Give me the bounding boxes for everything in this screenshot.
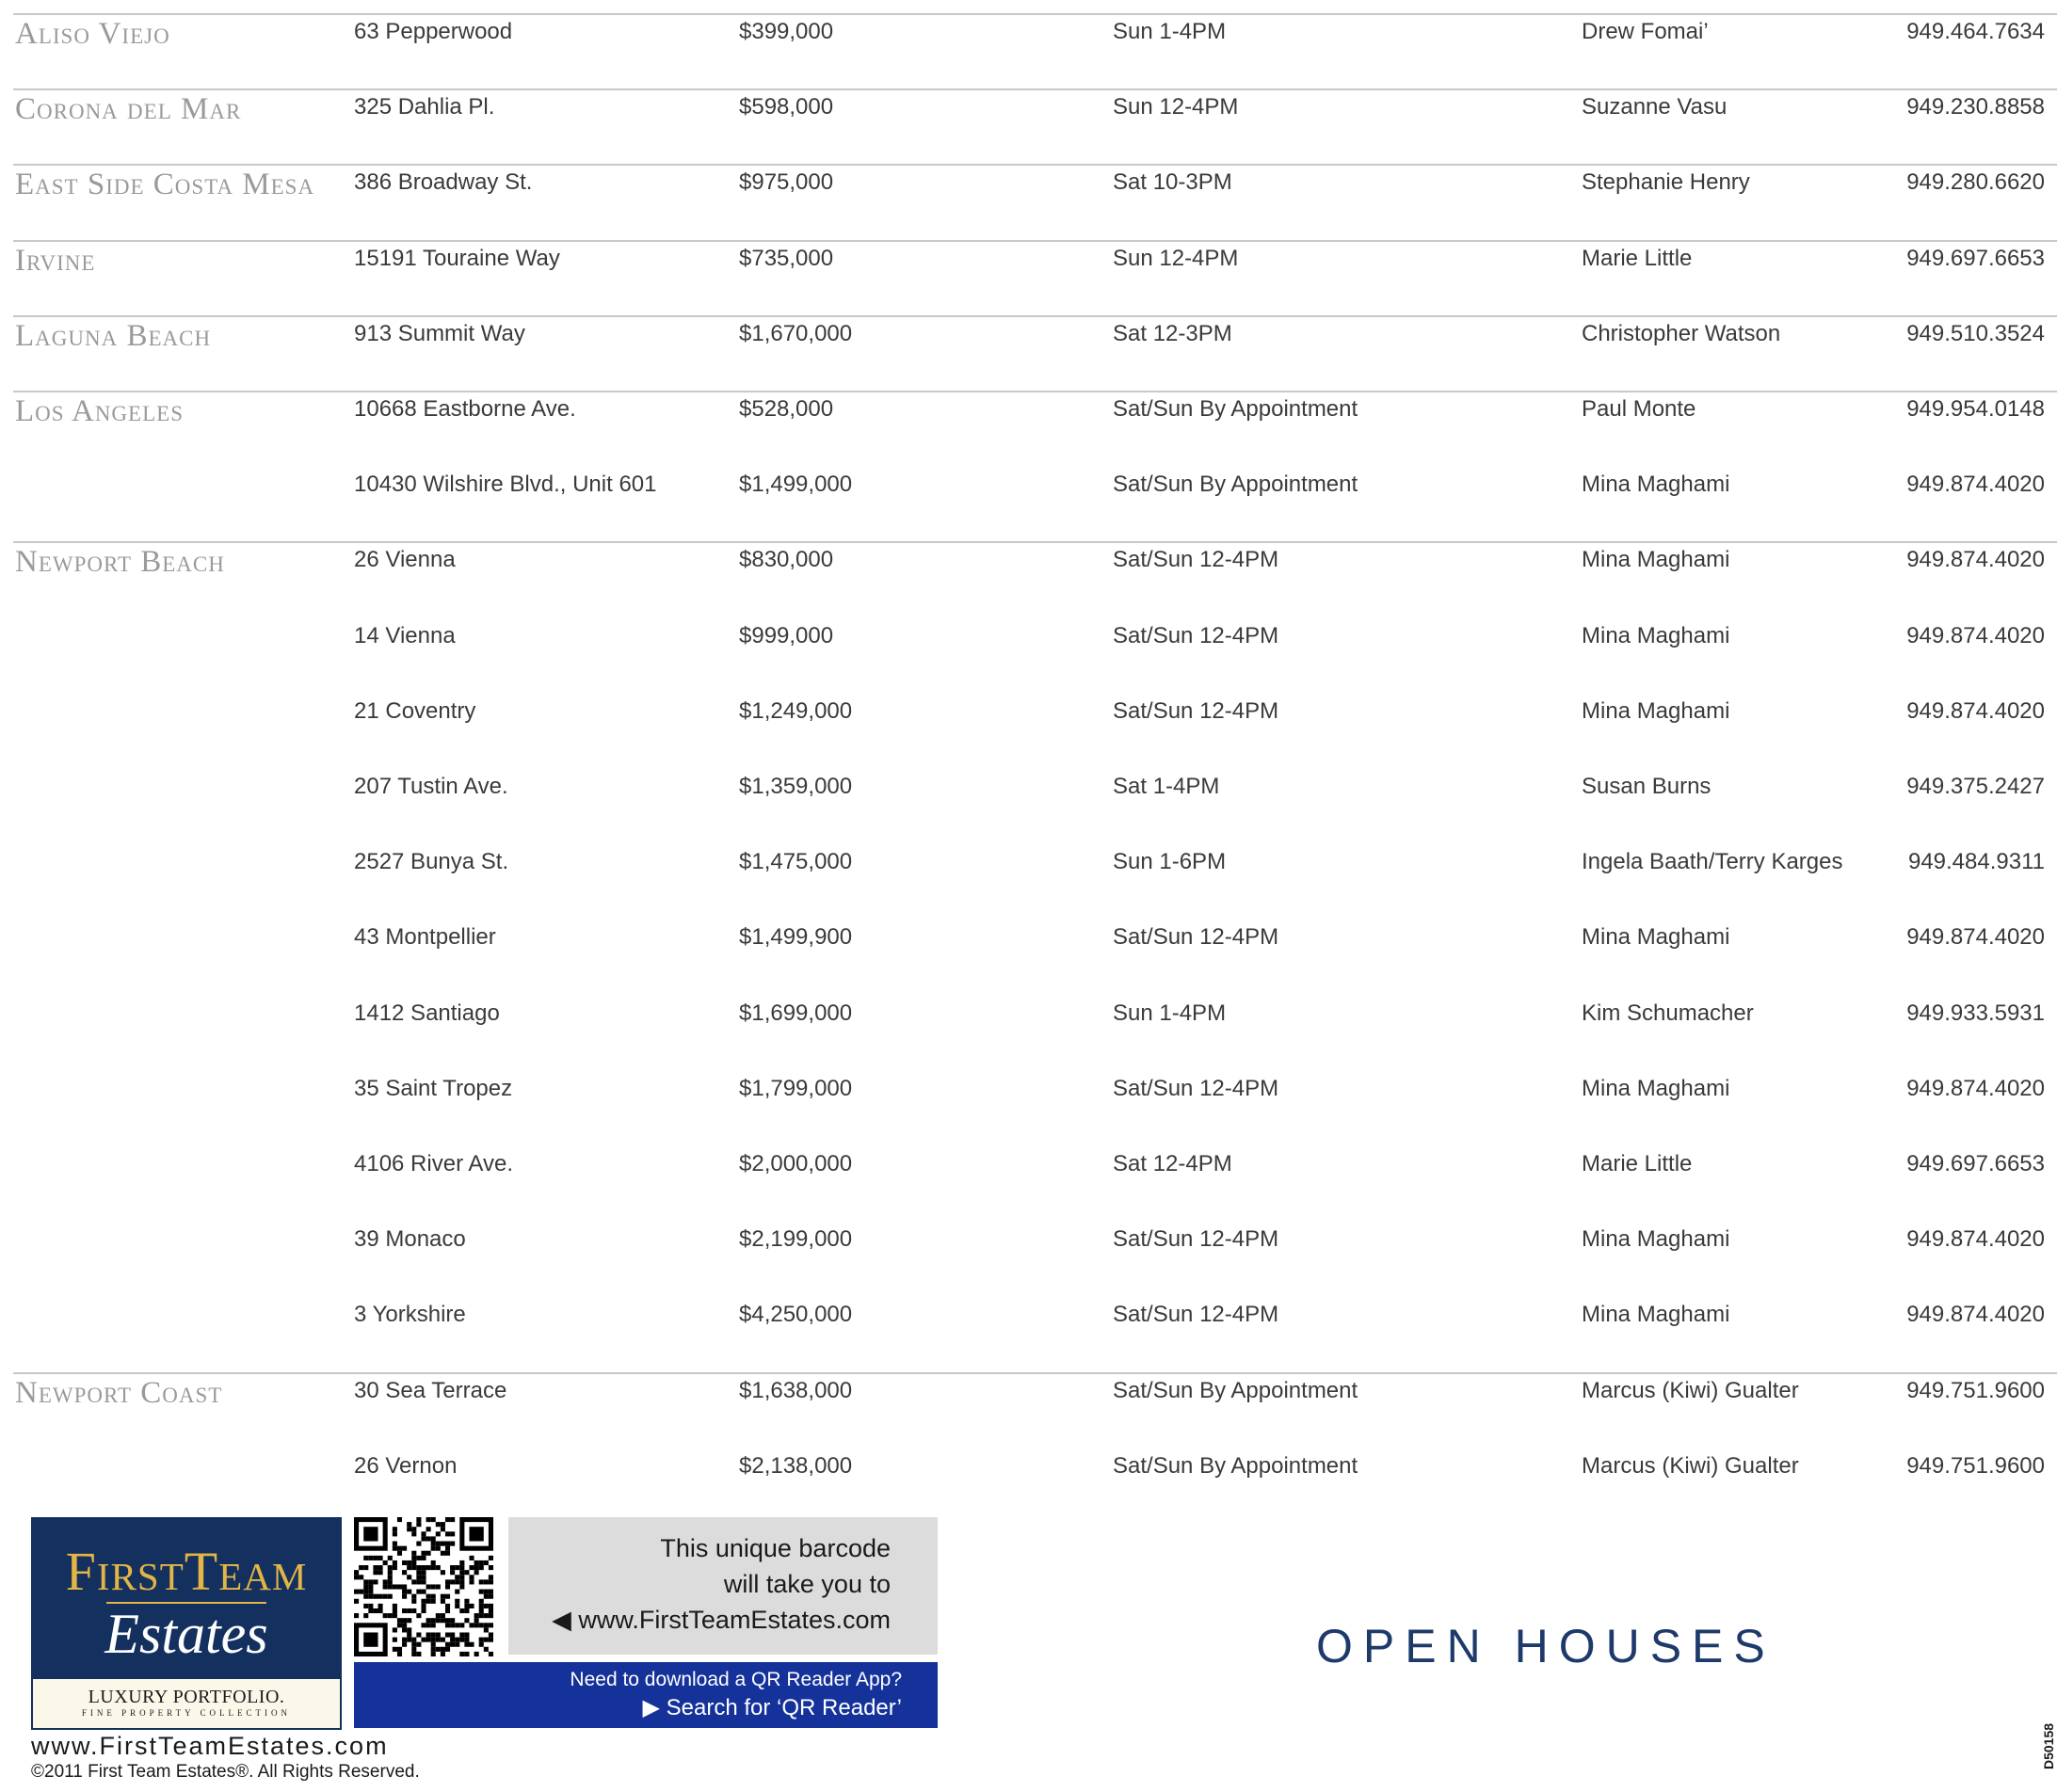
listing-row — [0, 396, 2057, 472]
first-team-estates-logo — [31, 1517, 342, 1730]
listing-address: 913 Summit Way — [354, 320, 525, 346]
listing-agent: Christopher Watson — [1582, 320, 1781, 346]
listing-row — [0, 169, 2057, 245]
divider — [13, 164, 2057, 166]
listing-agent: Marcus (Kiwi) Gualter — [1582, 1452, 1799, 1479]
listing-hours: Sat 1-4PM — [1113, 773, 1220, 799]
listing-agent: Marie Little — [1582, 1150, 1693, 1176]
listing-hours: Sun 1-4PM — [1113, 19, 1227, 44]
listing-agent: Mina Maghami — [1582, 1226, 1730, 1253]
listing-phone[interactable]: 949.751.9600 — [1906, 1377, 2045, 1403]
listing-price: $2,199,000 — [739, 1226, 853, 1253]
listing-price: $2,138,000 — [739, 1452, 853, 1479]
divider — [13, 1372, 2057, 1374]
barcode-url[interactable]: ◀ www.FirstTeamEstates.com — [552, 1606, 891, 1634]
luxury-portfolio-sub: FINE PROPERTY COLLECTION — [81, 1708, 292, 1718]
listing-address: 207 Tustin Ave. — [354, 773, 508, 799]
listing-price: $1,799,000 — [739, 1075, 853, 1101]
listing-row — [0, 1302, 2057, 1377]
listing-agent: Marcus (Kiwi) Gualter — [1582, 1377, 1799, 1403]
listing-hours: Sat/Sun By Appointment — [1113, 472, 1358, 498]
listing-row — [0, 1000, 2057, 1076]
divider — [13, 240, 2057, 242]
luxury-portfolio-badge — [33, 1679, 340, 1728]
listing-hours: Sat/Sun 12-4PM — [1113, 1075, 1279, 1101]
listing-phone[interactable]: 949.874.4020 — [1906, 472, 2045, 498]
listing-phone[interactable]: 949.933.5931 — [1906, 1000, 2045, 1026]
listing-hours: Sat/Sun 12-4PM — [1113, 697, 1279, 724]
listing-price: $1,475,000 — [739, 849, 853, 875]
listing-agent: Susan Burns — [1582, 773, 1711, 799]
listing-agent: Suzanne Vasu — [1582, 94, 1728, 120]
city-name: Irvine — [15, 243, 96, 278]
page-title: OPEN HOUSES — [1316, 1620, 1776, 1672]
listing-agent: Kim Schumacher — [1582, 1000, 1754, 1026]
listing-phone[interactable]: 949.874.4020 — [1906, 1075, 2045, 1101]
listing-hours: Sat 10-3PM — [1113, 169, 1232, 196]
listing-agent: Mina Maghami — [1582, 924, 1730, 951]
listing-row — [0, 1375, 2057, 1453]
listing-hours: Sun 1-6PM — [1113, 849, 1227, 875]
listing-phone[interactable]: 949.697.6653 — [1906, 1150, 2045, 1176]
listing-phone[interactable]: 949.874.4020 — [1906, 924, 2045, 951]
listing-phone[interactable]: 949.510.3524 — [1906, 320, 2045, 346]
listing-address: 26 Vienna — [354, 547, 456, 573]
listing-address: 26 Vernon — [354, 1452, 458, 1479]
listing-agent: Mina Maghami — [1582, 697, 1730, 724]
luxury-portfolio-label: LUXURY PORTFOLIO. — [88, 1687, 285, 1707]
listing-agent: Mina Maghami — [1582, 472, 1730, 498]
listing-phone[interactable]: 949.464.7634 — [1906, 19, 2045, 44]
listing-address: 10430 Wilshire Blvd., Unit 601 — [354, 472, 657, 498]
listing-phone[interactable]: 949.874.4020 — [1906, 1302, 2045, 1328]
listing-address: 1412 Santiago — [354, 1000, 500, 1026]
listing-address: 3 Yorkshire — [354, 1302, 466, 1328]
listing-address: 35 Saint Tropez — [354, 1075, 513, 1101]
listing-address: 39 Monaco — [354, 1226, 466, 1253]
listing-phone[interactable]: 949.751.9600 — [1906, 1452, 2045, 1479]
listing-price: $1,499,900 — [739, 924, 853, 951]
listing-phone[interactable]: 949.874.4020 — [1906, 547, 2045, 573]
divider — [13, 315, 2057, 317]
listing-price: $1,499,000 — [739, 472, 853, 498]
listing-price: $1,249,000 — [739, 697, 853, 724]
listing-phone[interactable]: 949.375.2427 — [1906, 773, 2045, 799]
listing-price: $4,250,000 — [739, 1302, 853, 1328]
listing-row — [0, 19, 2057, 94]
divider — [13, 391, 2057, 392]
listing-agent: Ingela Baath/Terry Karges — [1582, 849, 1843, 875]
listing-row — [0, 94, 2057, 169]
listing-row — [0, 472, 2057, 547]
city-name: Los Angeles — [15, 394, 184, 428]
barcode-line-2: will take you to — [723, 1570, 891, 1598]
divider — [13, 541, 2057, 543]
listing-agent: Drew Fomai’ — [1582, 19, 1709, 44]
listing-agent: Mina Maghami — [1582, 622, 1730, 648]
listing-price: $1,359,000 — [739, 773, 853, 799]
listing-agent: Marie Little — [1582, 245, 1693, 271]
divider — [13, 13, 2057, 15]
listing-address: 43 Montpellier — [354, 924, 496, 951]
listing-address: 2527 Bunya St. — [354, 849, 509, 875]
listing-price: $2,000,000 — [739, 1150, 853, 1176]
listing-address: 10668 Eastborne Ave. — [354, 396, 576, 422]
barcode-line-1: This unique barcode — [660, 1534, 891, 1562]
qr-app-question: Need to download a QR Reader App? — [570, 1669, 902, 1690]
listing-address: 14 Vienna — [354, 622, 456, 648]
listing-agent: Paul Monte — [1582, 396, 1696, 422]
listing-agent: Stephanie Henry — [1582, 169, 1750, 196]
listing-row — [0, 623, 2057, 698]
listing-row — [0, 924, 2057, 1000]
qr-code-icon[interactable] — [354, 1517, 493, 1656]
listing-price: $1,670,000 — [739, 320, 853, 346]
listing-row — [0, 1226, 2057, 1302]
listing-address: 30 Sea Terrace — [354, 1377, 507, 1403]
listing-price: $999,000 — [739, 622, 834, 648]
city-name: Newport Coast — [15, 1375, 223, 1410]
divider — [13, 88, 2057, 90]
listing-row — [0, 547, 2057, 622]
listing-hours: Sun 12-4PM — [1113, 94, 1239, 120]
city-name: East Side Costa Mesa — [15, 168, 315, 202]
listing-hours: Sat/Sun 12-4PM — [1113, 547, 1279, 573]
city-name: Laguna Beach — [15, 318, 212, 353]
city-name: Aliso Viejo — [15, 17, 170, 51]
listing-hours: Sat/Sun 12-4PM — [1113, 1226, 1279, 1253]
listing-hours: Sat 12-4PM — [1113, 1150, 1232, 1176]
listing-row — [0, 1151, 2057, 1226]
listing-price: $399,000 — [739, 19, 834, 44]
logo-brand-script: Estates — [104, 1603, 268, 1665]
listing-phone[interactable]: 949.230.8858 — [1906, 94, 2045, 120]
listing-row — [0, 849, 2057, 924]
listing-hours: Sat/Sun By Appointment — [1113, 396, 1358, 422]
city-name: Corona del Mar — [15, 92, 242, 127]
copyright-text: ©2011 First Team Estates®. All Rights Reserved. — [31, 1762, 420, 1782]
listing-agent: Mina Maghami — [1582, 1302, 1730, 1328]
job-code: D50158 — [2041, 1722, 2056, 1769]
listing-price: $735,000 — [739, 245, 834, 271]
listing-hours: Sat/Sun By Appointment — [1113, 1377, 1358, 1403]
listing-address: 4106 River Ave. — [354, 1150, 513, 1176]
listing-address: 63 Pepperwood — [354, 19, 513, 44]
listing-agent: Mina Maghami — [1582, 1075, 1730, 1101]
listing-hours: Sat/Sun 12-4PM — [1113, 1302, 1279, 1328]
listing-row — [0, 318, 2057, 396]
listing-hours: Sat/Sun By Appointment — [1113, 1452, 1358, 1479]
listing-price: $598,000 — [739, 94, 834, 120]
listing-row — [0, 243, 2057, 321]
qr-app-search: ▶ Search for ‘QR Reader’ — [642, 1695, 902, 1720]
website-link[interactable]: www.FirstTeamEstates.com — [31, 1732, 389, 1760]
listing-phone[interactable]: 949.484.9311 — [1907, 849, 2045, 875]
listing-address: 21 Coventry — [354, 697, 476, 724]
listing-price: $1,638,000 — [739, 1377, 853, 1403]
city-name: Newport Beach — [15, 545, 225, 580]
listing-price: $528,000 — [739, 396, 834, 422]
barcode-info-box — [508, 1517, 938, 1655]
listing-row — [0, 774, 2057, 849]
listing-row — [0, 698, 2057, 774]
listing-phone[interactable]: 949.954.0148 — [1906, 396, 2045, 422]
listing-row — [0, 1076, 2057, 1151]
listing-price: $1,699,000 — [739, 1000, 853, 1026]
listing-phone[interactable]: 949.280.6620 — [1906, 169, 2045, 196]
listing-price: $830,000 — [739, 547, 834, 573]
listing-hours: Sat/Sun 12-4PM — [1113, 622, 1279, 648]
logo-brand-top: FirstTeam — [65, 1541, 308, 1602]
listing-hours: Sat 12-3PM — [1113, 320, 1232, 346]
qr-reader-box — [354, 1662, 938, 1728]
listing-address: 325 Dahlia Pl. — [354, 94, 495, 120]
listing-price: $975,000 — [739, 169, 834, 196]
listing-hours: Sun 12-4PM — [1113, 245, 1239, 271]
listing-phone[interactable]: 949.874.4020 — [1906, 1226, 2045, 1253]
listing-phone[interactable]: 949.874.4020 — [1906, 622, 2045, 648]
listing-agent: Mina Maghami — [1582, 547, 1730, 573]
listing-phone[interactable]: 949.874.4020 — [1906, 697, 2045, 724]
listing-address: 15191 Touraine Way — [354, 245, 560, 271]
listing-address: 386 Broadway St. — [354, 169, 533, 196]
listing-hours: Sun 1-4PM — [1113, 1000, 1227, 1026]
listing-phone[interactable]: 949.697.6653 — [1906, 245, 2045, 271]
listing-hours: Sat/Sun 12-4PM — [1113, 924, 1279, 951]
